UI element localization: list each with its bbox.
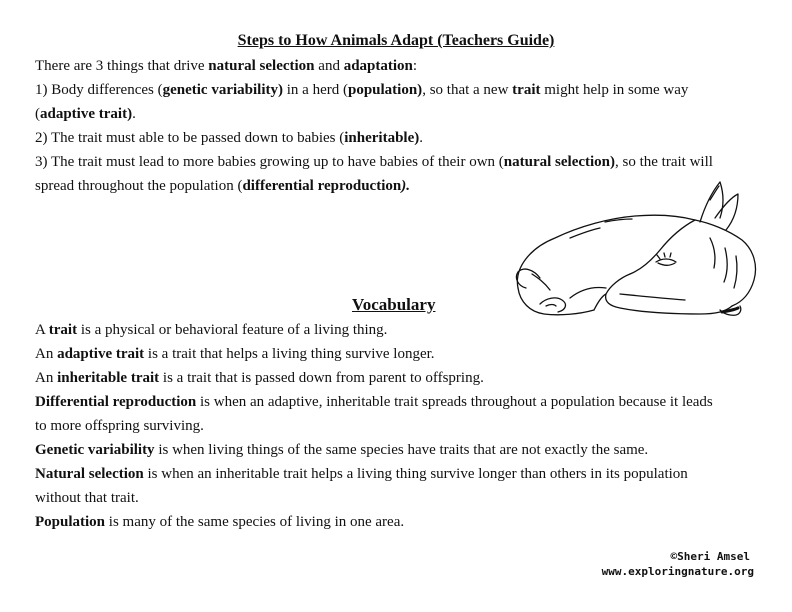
vocab-term: adaptive trait xyxy=(57,346,145,362)
vocabulary-heading: Vocabulary xyxy=(352,295,436,314)
term-genetic-variability: genetic variability) xyxy=(162,82,283,98)
vocab-item: An adaptive trait is a trait that helps a living thing survive longer. xyxy=(35,346,435,362)
step-1-line-1: 1) Body differences (genetic variability) in a herd (population), so that a new trait might help in some way xyxy=(35,82,689,98)
vocab-item: A trait is a physical or behavioral feature of a living thing. xyxy=(35,322,388,338)
intro-text: : xyxy=(412,58,418,74)
vocab-item-continued xyxy=(35,414,204,438)
step-3-line-1: 3) The trait must lead to more babies growing up to have babies of their own (natural selection), so the trait will xyxy=(35,154,713,170)
intro-line xyxy=(35,54,417,78)
term-trait: trait xyxy=(512,82,541,98)
vocab-definition: is a physical or behavioral feature of a living thing. xyxy=(77,322,388,338)
intro-text: There are 3 things that drive xyxy=(35,58,209,74)
fawn-illustration xyxy=(510,178,760,328)
vocab-definition: is when an adaptive, inheritable trait spreads throughout a population because it leads xyxy=(196,394,713,410)
vocab-term: Natural selection xyxy=(35,466,144,482)
vocab-term: Genetic variability xyxy=(35,442,155,458)
term-natural-selection: natural selection) xyxy=(503,154,616,170)
website-link[interactable]: www.exploringnature.org xyxy=(601,565,754,578)
vocab-item: An inheritable trait is a trait that is passed down from parent to offspring. xyxy=(35,370,484,386)
vocab-item xyxy=(35,438,648,462)
intro-text: and xyxy=(314,58,344,74)
vocab-definition: is many of the same species of living in one area. xyxy=(105,514,405,530)
copyright-author: ©Sheri Amsel xyxy=(670,550,750,563)
term-population: population) xyxy=(347,82,423,98)
vocab-term: inheritable trait xyxy=(57,370,160,386)
vocab-item xyxy=(35,390,713,414)
intro-term-natural-selection: natural selection xyxy=(208,58,315,74)
intro-term-adaptation: adaptation xyxy=(343,58,413,74)
term-differential-reproduction: differential reproduction xyxy=(242,178,402,194)
term-inheritable: inheritable) xyxy=(344,130,420,146)
step-2-line: 2) The trait must able to be passed down to babies (inheritable). xyxy=(35,130,423,146)
vocab-item xyxy=(35,510,404,534)
vocab-definition: to more offspring surviving. xyxy=(35,418,204,434)
vocab-term: Population xyxy=(35,514,106,530)
vocab-item-continued xyxy=(35,486,139,510)
vocab-definition: is a trait that is passed down from parent to offspring. xyxy=(159,370,484,386)
step-3-line-2: spread throughout the population (differential reproduction). xyxy=(35,178,410,194)
term-adaptive-trait: adaptive trait) xyxy=(40,106,133,122)
page-title: Steps to How Animals Adapt (Teachers Guide) xyxy=(237,32,555,49)
step-1-line-2: (adaptive trait). xyxy=(35,106,136,122)
vocab-definition: without that trait. xyxy=(35,490,139,506)
vocab-term: trait xyxy=(48,322,78,338)
vocab-definition: is a trait that helps a living thing survive longer. xyxy=(144,346,435,362)
vocab-definition: is when living things of the same species have traits that are not exactly the same. xyxy=(154,442,649,458)
vocab-item xyxy=(35,462,688,486)
vocab-term: Differential reproduction xyxy=(35,394,197,410)
vocab-definition: is when an inheritable trait helps a living thing survive longer than others in its population xyxy=(143,466,688,482)
